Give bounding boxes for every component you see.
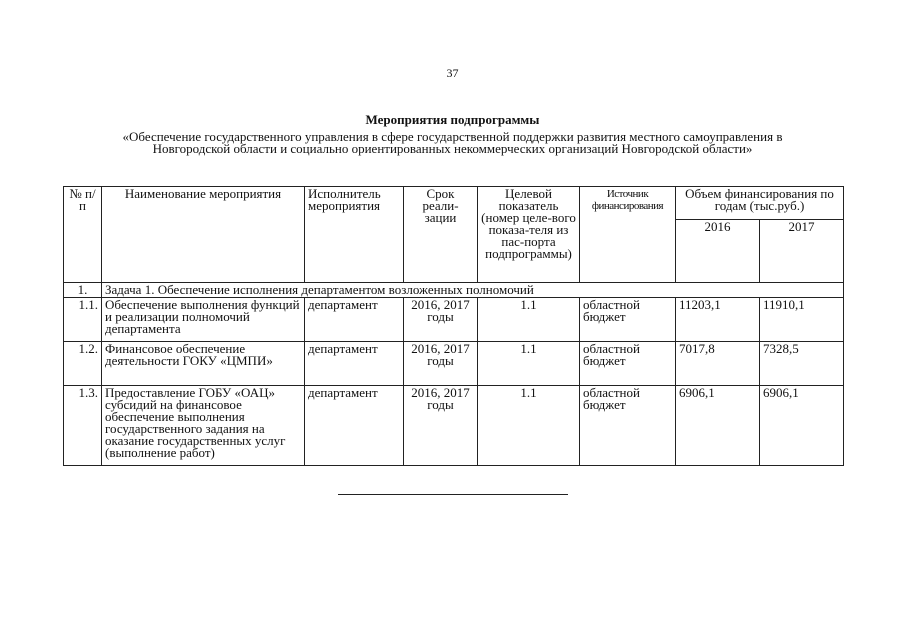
task-row: [64, 283, 844, 298]
document-title: Мероприятия подпрограммы: [365, 112, 540, 127]
row-name: Финансовое обеспечение деятельности ГОКУ «ЦМПИ»: [102, 342, 305, 386]
row-name: Обеспечение выполнения функций и реализации полномочий департамента: [102, 298, 305, 342]
row-term: 2016, 2017 годы: [404, 298, 478, 342]
header-year-2016: 2016: [676, 220, 760, 283]
row-source: областной бюджет: [580, 298, 676, 342]
header-funding: Объем финансирования по годам (тыс.руб.): [676, 187, 844, 220]
row-name: Предоставление ГОБУ «ОАЦ» субсидий на финансовое обеспечение выполнения государственного задания на оказание государственных услуг (выполнение работ): [102, 386, 305, 466]
row-num: 1.1.: [64, 298, 102, 342]
row-source: областной бюджет: [580, 386, 676, 466]
row-term: 2016, 2017 годы: [404, 386, 478, 466]
row-source: областной бюджет: [580, 342, 676, 386]
row-indicator: 1.1: [478, 298, 580, 342]
row-indicator: 1.1: [478, 386, 580, 466]
document-subtitle: «Обеспечение государственного управления в сфере государственной поддержки развития местного самоуправления в Новгородской области и социально ориентированных некоммерческих организаций Новгородской области»: [122, 129, 783, 156]
end-separator-line: [338, 494, 568, 495]
table-row: [64, 298, 844, 342]
measures-table: [63, 186, 844, 466]
row-value-2016: 6906,1: [676, 386, 760, 466]
header-term: Срок реали-зации: [404, 187, 478, 283]
task-num: 1.: [64, 283, 102, 298]
table-header-row: [64, 187, 844, 220]
row-executor: департамент: [305, 386, 404, 466]
row-value-2016: 7017,8: [676, 342, 760, 386]
row-executor: департамент: [305, 298, 404, 342]
header-name: Наименование мероприятия: [102, 187, 305, 283]
header-indicator: Целевой показатель (номер целе-вого показа-теля из пас-порта подпрограммы): [478, 187, 580, 283]
row-value-2017: 6906,1: [760, 386, 844, 466]
task-text: Задача 1. Обеспечение исполнения департаментом возложенных полномочий: [102, 283, 844, 298]
row-num: 1.3.: [64, 386, 102, 466]
header-num: № п/п: [64, 187, 102, 283]
row-executor: департамент: [305, 342, 404, 386]
row-num: 1.2.: [64, 342, 102, 386]
row-indicator: 1.1: [478, 342, 580, 386]
row-term: 2016, 2017 годы: [404, 342, 478, 386]
header-executor: Исполнитель мероприятия: [305, 187, 404, 283]
page-number: 37: [446, 66, 459, 80]
header-source: Источник финансирования: [580, 187, 676, 283]
header-year-2017: 2017: [760, 220, 844, 283]
table-row: [64, 386, 844, 466]
row-value-2017: 11910,1: [760, 298, 844, 342]
row-value-2017: 7328,5: [760, 342, 844, 386]
row-value-2016: 11203,1: [676, 298, 760, 342]
table-row: [64, 342, 844, 386]
